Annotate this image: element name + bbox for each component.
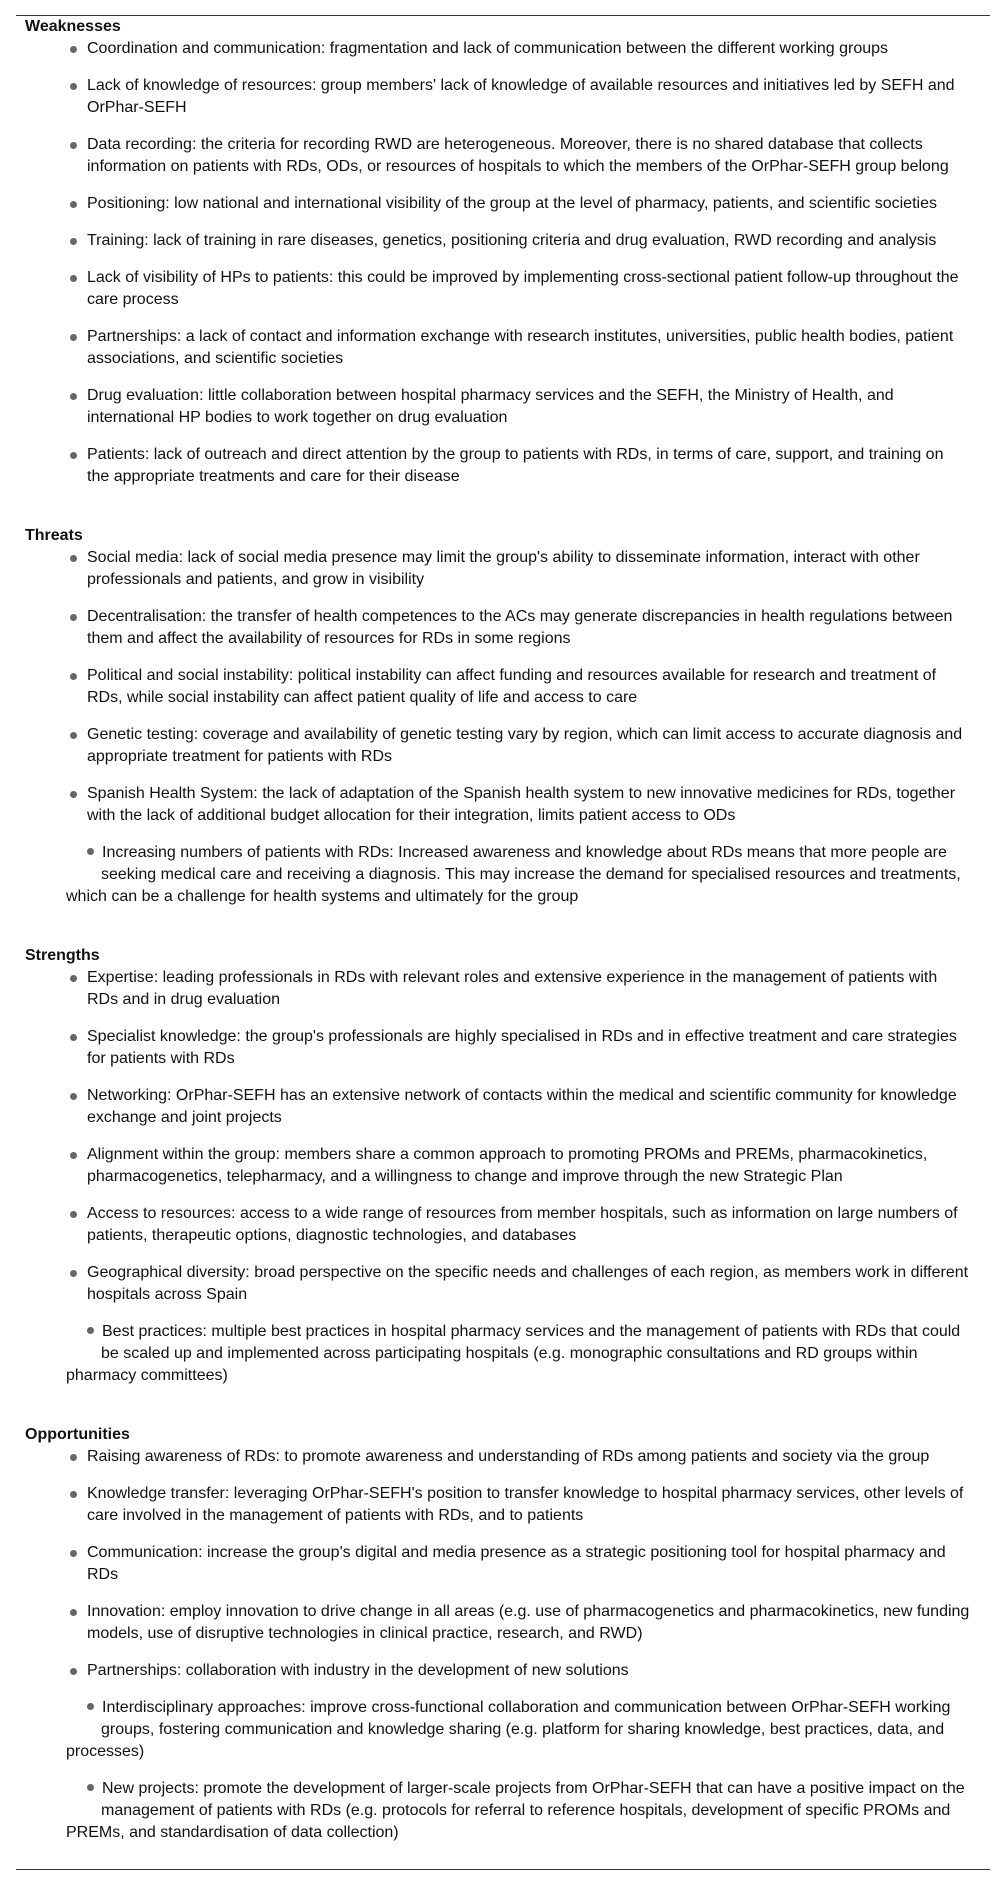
bullet-icon bbox=[70, 1668, 77, 1675]
item-text-main: New projects: promote the development of larger-scale projects from OrPhar-SEFH that can have a positive impact on the management of patients with RDs (e.g. protocols for referral to reference hospitals, development of specific PROMs and bbox=[101, 1780, 965, 1819]
list-item bbox=[25, 665, 970, 709]
bullet-icon bbox=[70, 1550, 77, 1557]
item-text bbox=[25, 1697, 970, 1741]
item-text: Drug evaluation: little collaboration between hospital pharmacy services and the SEFH, the Ministry of Health, and international HP bodies to work together on drug evaluation bbox=[87, 387, 894, 426]
list-item bbox=[25, 547, 970, 591]
item-text: Political and social instability: political instability can affect funding and resources available for research and treatment of RDs, while social instability can affect patient quality of life and access to care bbox=[87, 667, 937, 706]
item-text: Data recording: the criteria for recording RWD are heterogeneous. Moreover, there is no shared database that collects information on patients with RDs, ODs, or resources of hospitals to which the members of the OrPhar-SEFH group belong bbox=[87, 136, 949, 175]
list-item bbox=[25, 1542, 970, 1586]
list-item bbox=[25, 267, 970, 311]
swot-document bbox=[25, 16, 970, 1881]
list-item bbox=[25, 724, 970, 768]
item-text: Lack of knowledge of resources: group members' lack of knowledge of available resources and initiatives led by SEFH and OrPhar-SEFH bbox=[87, 77, 955, 116]
item-text: Social media: lack of social media presence may limit the group's ability to disseminate information, interact with other professionals and patients, and grow in visibility bbox=[87, 549, 920, 588]
item-text: Patients: lack of outreach and direct attention by the group to patients with RDs, in terms of care, support, and training on the appropriate treatments and care for their disease bbox=[87, 446, 944, 485]
list-item bbox=[25, 1483, 970, 1527]
list-item bbox=[25, 1026, 970, 1070]
list-item bbox=[25, 75, 970, 119]
item-text bbox=[25, 1321, 970, 1365]
list-item bbox=[25, 134, 970, 178]
bullet-icon bbox=[70, 46, 77, 53]
bullet-icon bbox=[87, 1703, 94, 1710]
section-opportunities bbox=[25, 1424, 970, 1844]
bullet-icon bbox=[70, 1093, 77, 1100]
bullet-icon bbox=[70, 275, 77, 282]
list-item bbox=[25, 783, 970, 827]
list-item bbox=[25, 1085, 970, 1129]
bullet-icon bbox=[70, 1034, 77, 1041]
list-item bbox=[25, 1446, 970, 1468]
section-heading: Weaknesses bbox=[25, 18, 121, 35]
item-text: Innovation: employ innovation to drive change in all areas (e.g. use of pharmacogenetics and pharmacokinetics, new funding models, use of disruptive technologies in clinical practice, research, and RWD) bbox=[87, 1603, 970, 1642]
list-item bbox=[25, 193, 970, 215]
item-text bbox=[25, 842, 970, 886]
list-item bbox=[25, 1601, 970, 1645]
item-text-main: Interdisciplinary approaches: improve cross-functional collaboration and communication between OrPhar-SEFH working groups, fostering communication and knowledge sharing (e.g. platform for sharing knowledge, best practices, data, and bbox=[101, 1699, 951, 1738]
item-text: Decentralisation: the transfer of health competences to the ACs may generate discrepancies in health regulations between them and affect the availability of resources for RDs in some regions bbox=[87, 608, 953, 647]
section-threats bbox=[25, 525, 970, 908]
item-text: Partnerships: collaboration with industry in the development of new solutions bbox=[87, 1662, 629, 1679]
bullet-icon bbox=[70, 673, 77, 680]
section-heading: Opportunities bbox=[25, 1426, 130, 1443]
item-text: Raising awareness of RDs: to promote awareness and understanding of RDs among patients and society via the group bbox=[87, 1448, 930, 1465]
bullet-icon bbox=[70, 201, 77, 208]
bullet-icon bbox=[70, 452, 77, 459]
item-text: Specialist knowledge: the group's professionals are highly specialised in RDs and in effective treatment and care strategies for patients with RDs bbox=[87, 1028, 957, 1067]
list-item bbox=[25, 1144, 970, 1188]
bullet-icon bbox=[70, 732, 77, 739]
list-item bbox=[25, 842, 970, 908]
bullet-icon bbox=[70, 1454, 77, 1461]
item-text: Knowledge transfer: leveraging OrPhar-SEFH's position to transfer knowledge to hospital pharmacy services, other levels of care involved in the management of patients with RDs, and to patients bbox=[87, 1485, 964, 1524]
bullet-icon bbox=[70, 1270, 77, 1277]
bullet-icon bbox=[70, 975, 77, 982]
section-weaknesses bbox=[25, 16, 970, 488]
section-heading: Strengths bbox=[25, 947, 100, 964]
list-item bbox=[25, 38, 970, 60]
bullet-list bbox=[25, 967, 970, 1387]
item-text: Access to resources: access to a wide range of resources from member hospitals, such as information on large numbers of patients, therapeutic options, diagnostic technologies, and databases bbox=[87, 1205, 958, 1244]
list-item bbox=[25, 230, 970, 252]
item-text: Geographical diversity: broad perspective on the specific needs and challenges of each region, as members work in different hospitals across Spain bbox=[87, 1264, 969, 1303]
item-text: Lack of visibility of HPs to patients: this could be improved by implementing cross-sectional patient follow-up throughout the care process bbox=[87, 269, 959, 308]
item-text: Networking: OrPhar-SEFH has an extensive network of contacts within the medical and scientific community for knowledge exchange and joint projects bbox=[87, 1087, 957, 1126]
bullet-icon bbox=[70, 555, 77, 562]
bullet-icon bbox=[87, 1784, 94, 1791]
list-item bbox=[25, 385, 970, 429]
bullet-icon bbox=[70, 83, 77, 90]
item-text-main: Increasing numbers of patients with RDs: Increased awareness and knowledge about RDs means that more people are seeking medical care and receiving a diagnosis. This may increase the demand for specialised resources and treatments, bbox=[101, 844, 961, 883]
list-item bbox=[25, 1262, 970, 1306]
item-text-tail: PREMs, and standardisation of data collection) bbox=[66, 1824, 399, 1841]
bullet-list bbox=[25, 547, 970, 908]
item-text bbox=[25, 1778, 970, 1822]
bullet-list bbox=[25, 38, 970, 488]
bullet-icon bbox=[70, 1491, 77, 1498]
section-strengths bbox=[25, 945, 970, 1387]
bullet-icon bbox=[70, 1609, 77, 1616]
item-text: Genetic testing: coverage and availability of genetic testing vary by region, which can limit access to accurate diagnosis and appropriate treatment for patients with RDs bbox=[87, 726, 963, 765]
item-text: Partnerships: a lack of contact and information exchange with research institutes, universities, public health bodies, patient associations, and scientific societies bbox=[87, 328, 954, 367]
list-item bbox=[25, 606, 970, 650]
bullet-icon bbox=[70, 142, 77, 149]
bullet-icon bbox=[87, 1327, 94, 1334]
bullet-icon bbox=[70, 238, 77, 245]
item-text: Alignment within the group: members share a common approach to promoting PROMs and PREMs, pharmacokinetics, pharmacogenetics, telepharmacy, and a willingness to change and improve through the new Strategic Plan bbox=[87, 1146, 928, 1185]
bullet-icon bbox=[70, 1152, 77, 1159]
item-text: Communication: increase the group's digital and media presence as a strategic positioning tool for hospital pharmacy and RDs bbox=[87, 1544, 946, 1583]
list-item bbox=[25, 1697, 970, 1763]
bullet-list bbox=[25, 1446, 970, 1844]
bullet-icon bbox=[87, 848, 94, 855]
item-text: Coordination and communication: fragmentation and lack of communication between the different working groups bbox=[87, 40, 889, 57]
item-text: Expertise: leading professionals in RDs with relevant roles and extensive experience in the management of patients with RDs and in drug evaluation bbox=[87, 969, 938, 1008]
item-text-main: Best practices: multiple best practices in hospital pharmacy services and the management of patients with RDs that could be scaled up and implemented across participating hospitals (e.g. monographic consultations and RD groups within bbox=[101, 1323, 961, 1362]
list-item bbox=[25, 1321, 970, 1387]
bullet-icon bbox=[70, 791, 77, 798]
item-text-tail: processes) bbox=[66, 1743, 145, 1760]
bullet-icon bbox=[70, 334, 77, 341]
list-item bbox=[25, 444, 970, 488]
list-item bbox=[25, 1778, 970, 1844]
section-heading: Threats bbox=[25, 527, 83, 544]
item-text: Spanish Health System: the lack of adaptation of the Spanish health system to new innovative medicines for RDs, together with the lack of additional budget allocation for their integration, limits patient access to ODs bbox=[87, 785, 956, 824]
item-text: Training: lack of training in rare diseases, genetics, positioning criteria and drug evaluation, RWD recording and analysis bbox=[87, 232, 937, 249]
bullet-icon bbox=[70, 614, 77, 621]
item-text: Positioning: low national and international visibility of the group at the level of pharmacy, patients, and scientific societies bbox=[87, 195, 937, 212]
list-item bbox=[25, 326, 970, 370]
item-text-tail: pharmacy committees) bbox=[66, 1367, 228, 1384]
list-item bbox=[25, 1203, 970, 1247]
bottom-rule bbox=[16, 1869, 990, 1870]
bullet-icon bbox=[70, 1211, 77, 1218]
list-item bbox=[25, 967, 970, 1011]
list-item bbox=[25, 1660, 970, 1682]
bullet-icon bbox=[70, 393, 77, 400]
item-text-tail: which can be a challenge for health systems and ultimately for the group bbox=[66, 888, 579, 905]
